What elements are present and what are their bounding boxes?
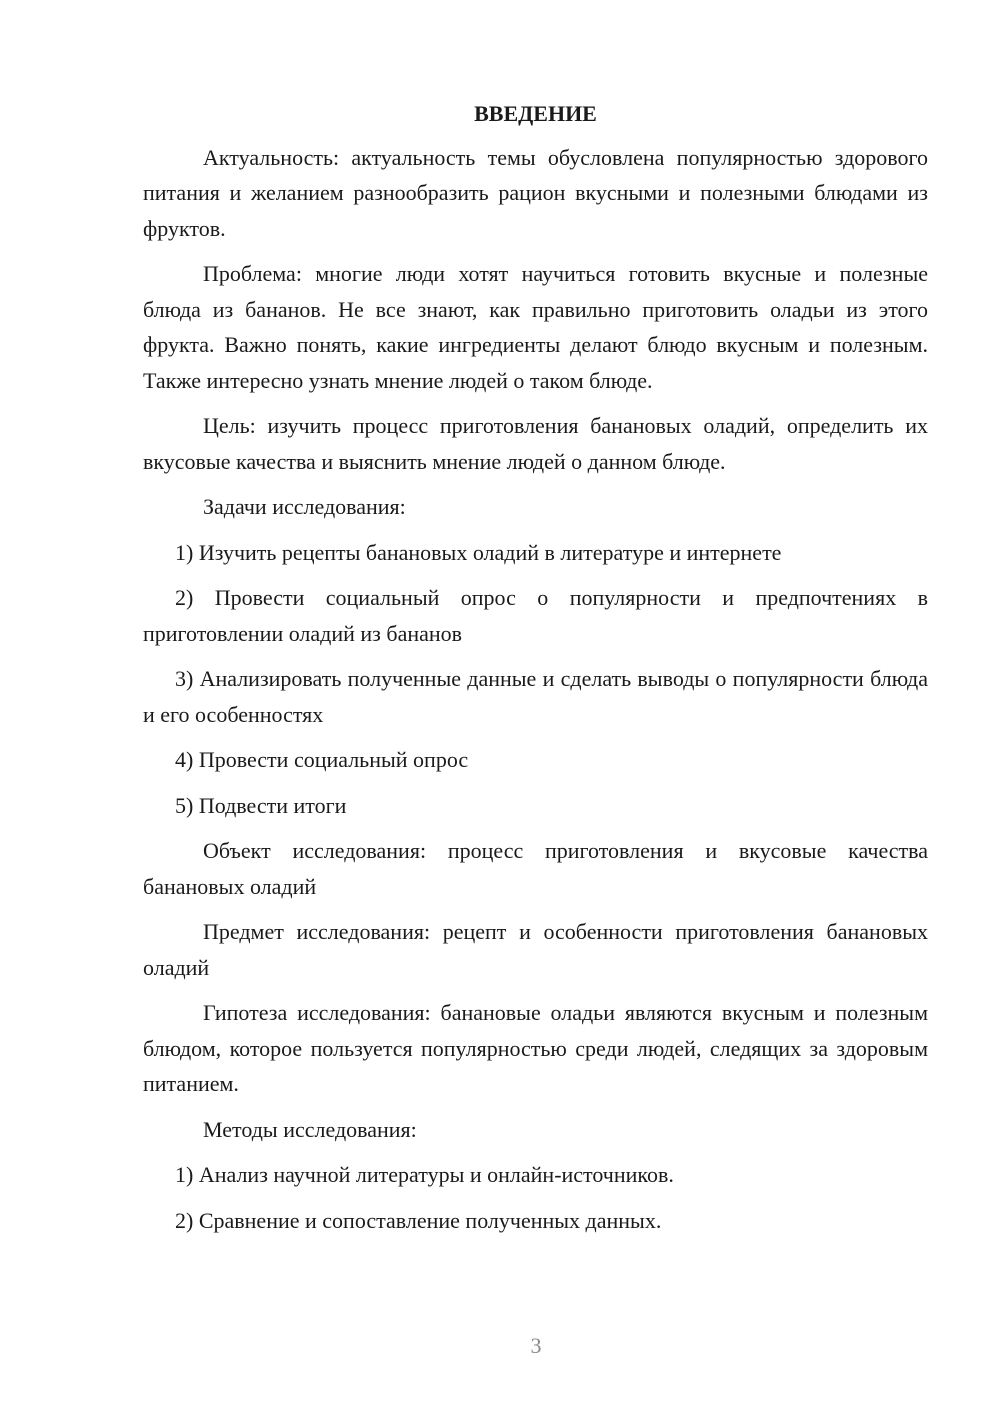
page-content: [143, 96, 928, 1248]
task-item: 4) Провести социальный опрос: [175, 747, 469, 772]
task-item: 2) Провести социальный опрос о популярности и предпочтениях в приготовлении оладий из бананов: [143, 585, 928, 646]
subject-paragraph: Предмет исследования: рецепт и особенности приготовления банановых оладий: [143, 919, 928, 980]
methods-heading: Методы исследования:: [203, 1116, 417, 1142]
hypothesis-paragraph: Гипотеза исследования: банановые оладьи являются вкусным и полезным блюдом, которое пользуется популярностью среди людей, следящих за здоровым питанием.: [143, 1000, 928, 1096]
method-item: 2) Сравнение и сопоставление полученных данных.: [175, 1207, 662, 1233]
tasks-heading: Задачи исследования:: [203, 494, 406, 519]
task-item: 3) Анализировать полученные данные и сделать выводы о популярности блюда и его особенностях: [143, 666, 928, 727]
page-number: 3: [530, 1333, 542, 1358]
task-item: 5) Подвести итоги: [175, 792, 347, 818]
relevance-paragraph: Актуальность: актуальность темы обусловлена популярностью здорового питания и желанием разнообразить рацион вкусными и полезными блюдами из фруктов.: [143, 144, 928, 241]
goal-paragraph: Цель: изучить процесс приготовления банановых оладий, определить их вкусовые качества и выяснить мнение людей о данном блюде.: [143, 413, 928, 474]
problem-paragraph: Проблема: многие люди хотят научиться готовить вкусные и полезные блюда из бананов. Не все знают, как правильно приготовить оладьи из этого фрукта. Важно понять, какие ингредиенты делают блюдо вкусным и полезным. Также интересно узнать мнение людей о таком блюде.: [143, 261, 928, 393]
method-item: 1) Анализ научной литературы и онлайн-источников.: [175, 1162, 674, 1187]
object-paragraph: Объект исследования: процесс приготовления и вкусовые качества банановых оладий: [143, 838, 928, 899]
task-item: 1) Изучить рецепты банановых оладий в литературе и интернете: [175, 539, 782, 565]
section-title: ВВЕДЕНИЕ: [474, 101, 597, 126]
